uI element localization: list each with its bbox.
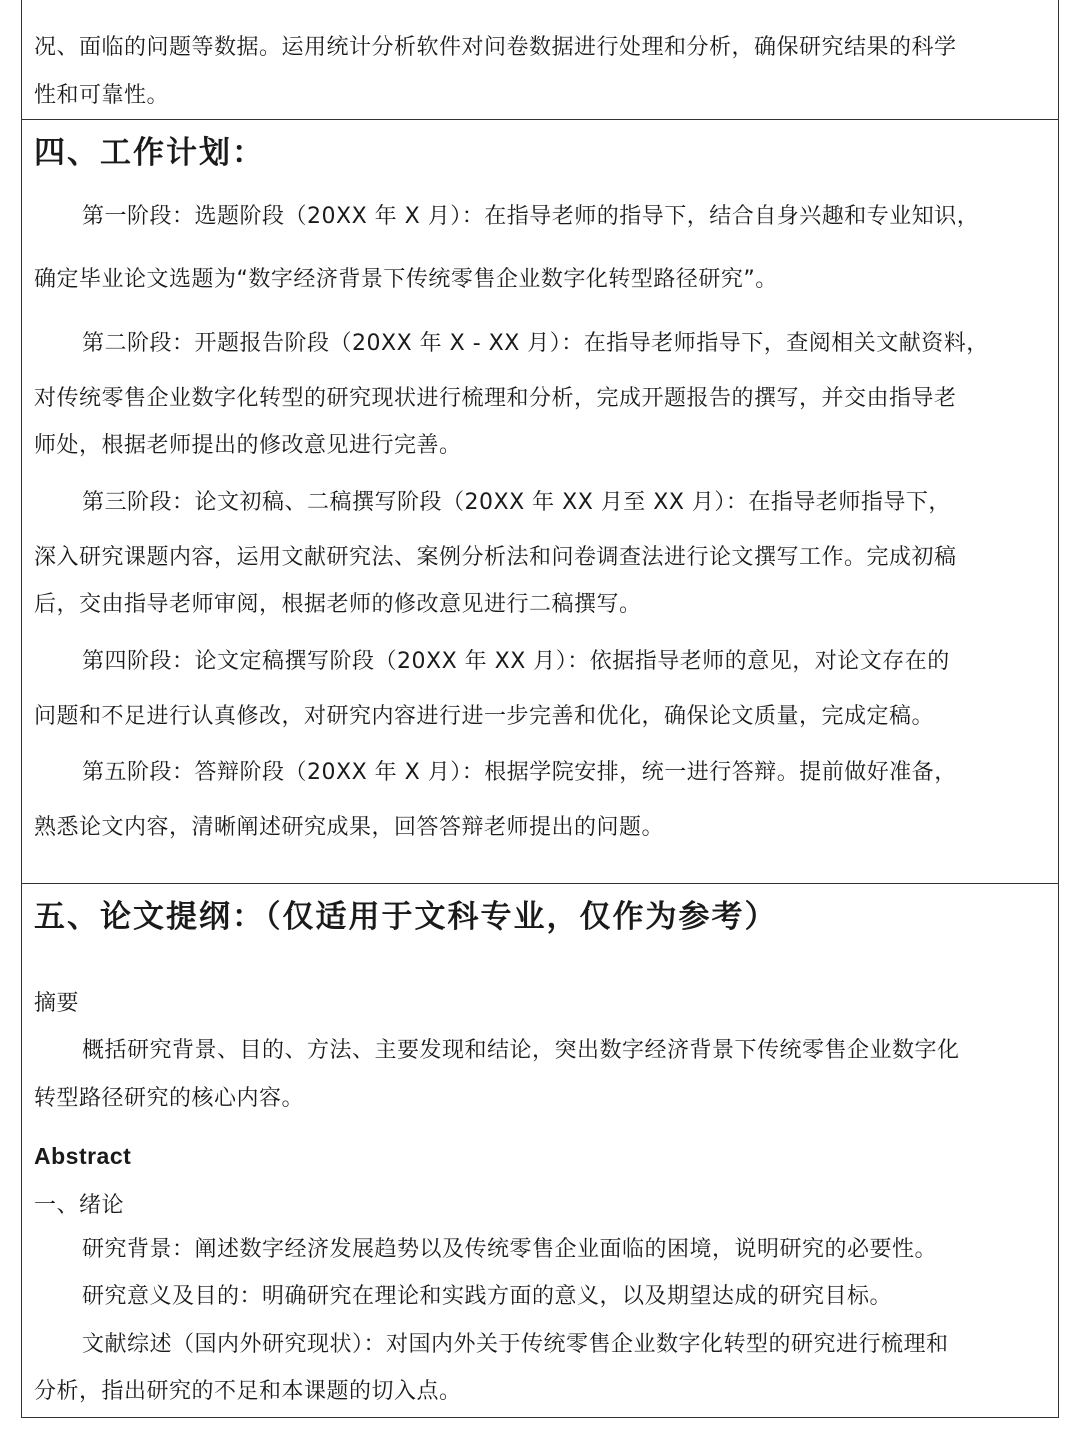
stage-2-line: 对传统零售企业数字化转型的研究现状进行梳理和分析，完成开题报告的撰写，并交由指导老 — [34, 386, 957, 411]
work-plan-cell — [22, 120, 1058, 884]
stage-3-line: 深入研究课题内容，运用文献研究法、案例分析法和问卷调查法进行论文撰写工作。完成初稿 — [34, 545, 957, 570]
stage-4-line: 问题和不足进行认真修改，对研究内容进行进一步完善和优化，确保论文质量，完成定稿。 — [34, 704, 935, 729]
literature-review-line: 文献综述（国内外研究现状）：对国内外关于传统零售企业数字化转型的研究进行梳理和 — [82, 1332, 949, 1357]
stage-2-line: 第二阶段：开题报告阶段（20XX 年 X - XX 月）：在指导老师指导下，查阅相关文献资料， — [82, 331, 989, 356]
stage-1-line: 确定毕业论文选题为“数字经济背景下传统零售企业数字化转型路径研究”。 — [34, 267, 778, 292]
stage-3-line: 第三阶段：论文初稿、二稿撰写阶段（20XX 年 XX 月至 XX 月）：在指导老师指导下， — [82, 490, 951, 515]
paragraph-line: 性和可靠性。 — [34, 83, 170, 108]
stage-2-line: 师处，根据老师提出的修改意见进行完善。 — [34, 433, 462, 458]
paragraph-line: 况、面临的问题等数据。运用统计分析软件对问卷数据进行处理和分析，确保研究结果的科学 — [34, 35, 957, 60]
section-heading-work-plan: 四、工作计划： — [34, 135, 265, 171]
stage-1-line: 第一阶段：选题阶段（20XX 年 X 月）：在指导老师的指导下，结合自身兴趣和专业知识， — [82, 204, 980, 229]
abstract-en-title: Abstract — [34, 1143, 132, 1169]
methods-cell-continued — [22, 0, 1058, 120]
chapter-1-title: 一、绪论 — [34, 1193, 125, 1218]
research-background: 研究背景：阐述数字经济发展趋势以及传统零售企业面临的困境，说明研究的必要性。 — [82, 1237, 938, 1262]
section-heading-outline: 五、论文提纲：（仅适用于文科专业，仅作为参考） — [34, 899, 778, 935]
abstract-cn-line: 概括研究背景、目的、方法、主要发现和结论，突出数字经济背景下传统零售企业数字化 — [82, 1038, 960, 1063]
stage-5-line: 第五阶段：答辩阶段（20XX 年 X 月）：根据学院安排，统一进行答辩。提前做好准备， — [82, 760, 957, 785]
thesis-outline-cell — [22, 884, 1058, 1418]
report-table — [21, 0, 1059, 1418]
abstract-cn-title: 摘要 — [34, 991, 80, 1016]
stage-4-line: 第四阶段：论文定稿撰写阶段（20XX 年 XX 月）：依据指导老师的意见，对论文存在的 — [82, 649, 950, 674]
abstract-cn-line: 转型路径研究的核心内容。 — [34, 1086, 305, 1111]
literature-review-line: 分析，指出研究的不足和本课题的切入点。 — [34, 1379, 462, 1404]
stage-5-line: 熟悉论文内容，清晰阐述研究成果，回答答辩老师提出的问题。 — [34, 815, 665, 840]
stage-3-line: 后，交由指导老师审阅，根据老师的修改意见进行二稿撰写。 — [34, 592, 642, 617]
research-significance: 研究意义及目的：明确研究在理论和实践方面的意义，以及期望达成的研究目标。 — [82, 1284, 893, 1309]
